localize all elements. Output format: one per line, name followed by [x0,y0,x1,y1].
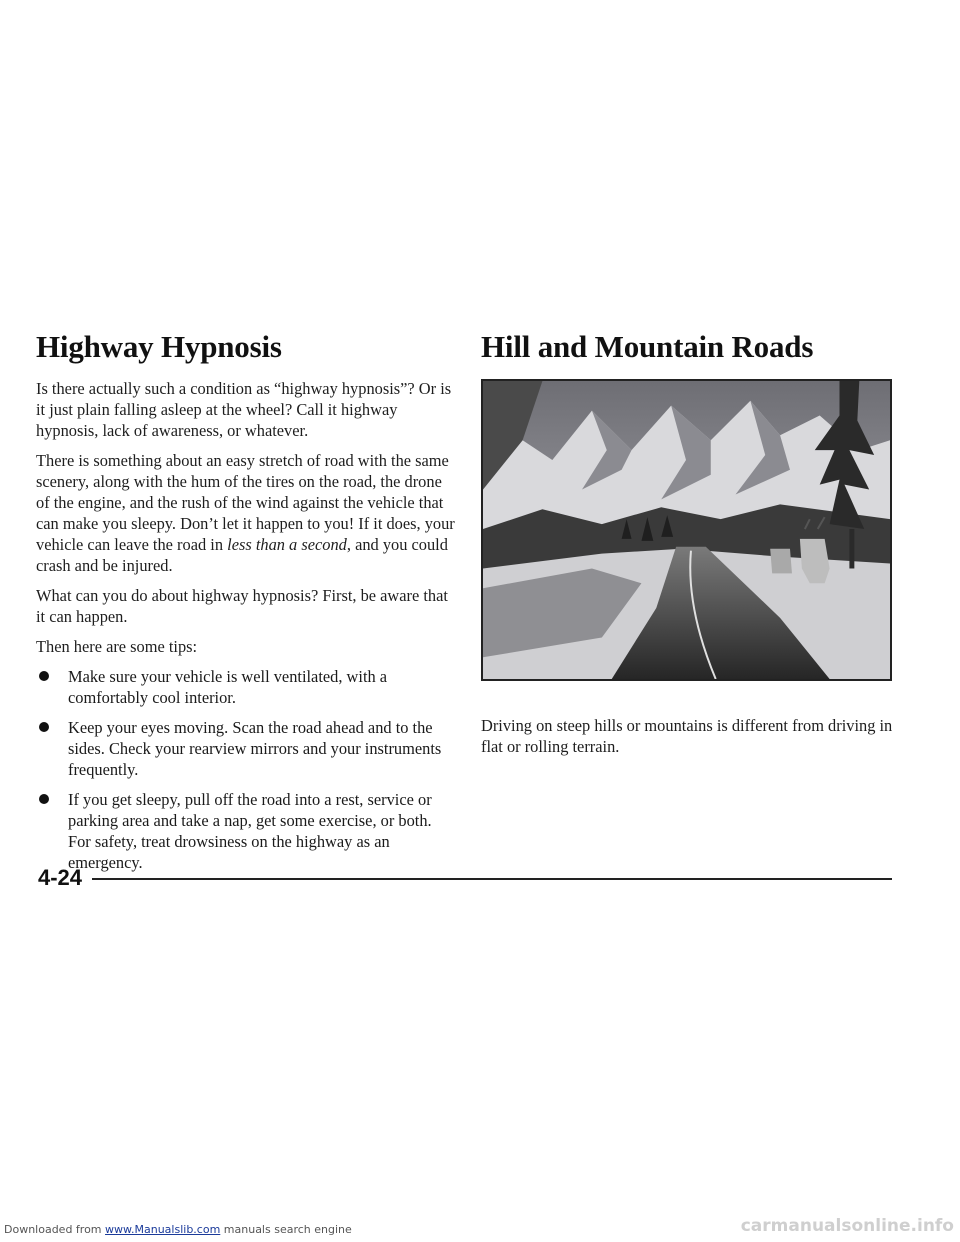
tips-list [36,666,456,873]
download-footer [4,1223,352,1237]
download-suffix: manuals search engine [220,1223,352,1236]
tip-text: Keep your eyes moving. Scan the road ahead and to the sides. Check your rearview mirrors and your instruments frequently. [68,718,442,779]
emphasis-less-than-a-second: less than a second [227,535,347,554]
right-column [481,328,911,757]
page-number: 4-24 [38,865,83,890]
bullet-icon [39,794,49,804]
watermark: carmanualsonline.info [740,1216,954,1236]
list-item [36,717,456,780]
manualslib-link[interactable]: www.Manualslib.com [105,1223,221,1236]
download-prefix: Downloaded from [4,1223,106,1236]
paragraph-what-can-you-do: What can you do about highway hypnosis? First, be aware that it can happen. [36,586,448,626]
tip-text: Make sure your vehicle is well ventilated, with a comfortably cool interior. [68,667,388,707]
mountain-road-illustration [481,379,892,681]
left-column [36,328,456,882]
paragraph-intro: Is there actually such a condition as “highway hypnosis”? Or is it just plain falling asleep at the wheel? Call it highway hypnosis, lack of awareness, or whatever. [36,379,452,440]
tip-text: If you get sleepy, pull off the road into a rest, service or parking area and take a nap, get some exercise, or both. For safety, treat drowsiness on the highway as an emergency. [68,790,432,872]
footer-rule [92,878,892,880]
paragraph-sleepy-end: , and you could crash and be injured. [36,535,448,575]
paragraph-tips-intro: Then here are some tips: [36,637,198,656]
paragraph-sleepy [36,450,456,576]
list-item [36,666,456,708]
list-item [36,789,456,873]
section-title-hill-and-mountain-roads: Hill and Mountain Roads [481,329,814,364]
paragraph-sleepy-text: There is something about an easy stretch of road with the same scenery, along with the hum of the tires on the road, the drone of the engine, and the rush of the wind against the vehicle that can make you sleepy. Don’t let it happen to you! If it does, your vehicle can leave the road in [36,451,455,554]
paragraph-hill-roads-intro: Driving on steep hills or mountains is different from driving in flat or rolling terrain. [481,716,893,756]
bullet-icon [39,722,49,732]
section-title-highway-hypnosis: Highway Hypnosis [36,329,282,364]
bullet-icon [39,671,49,681]
